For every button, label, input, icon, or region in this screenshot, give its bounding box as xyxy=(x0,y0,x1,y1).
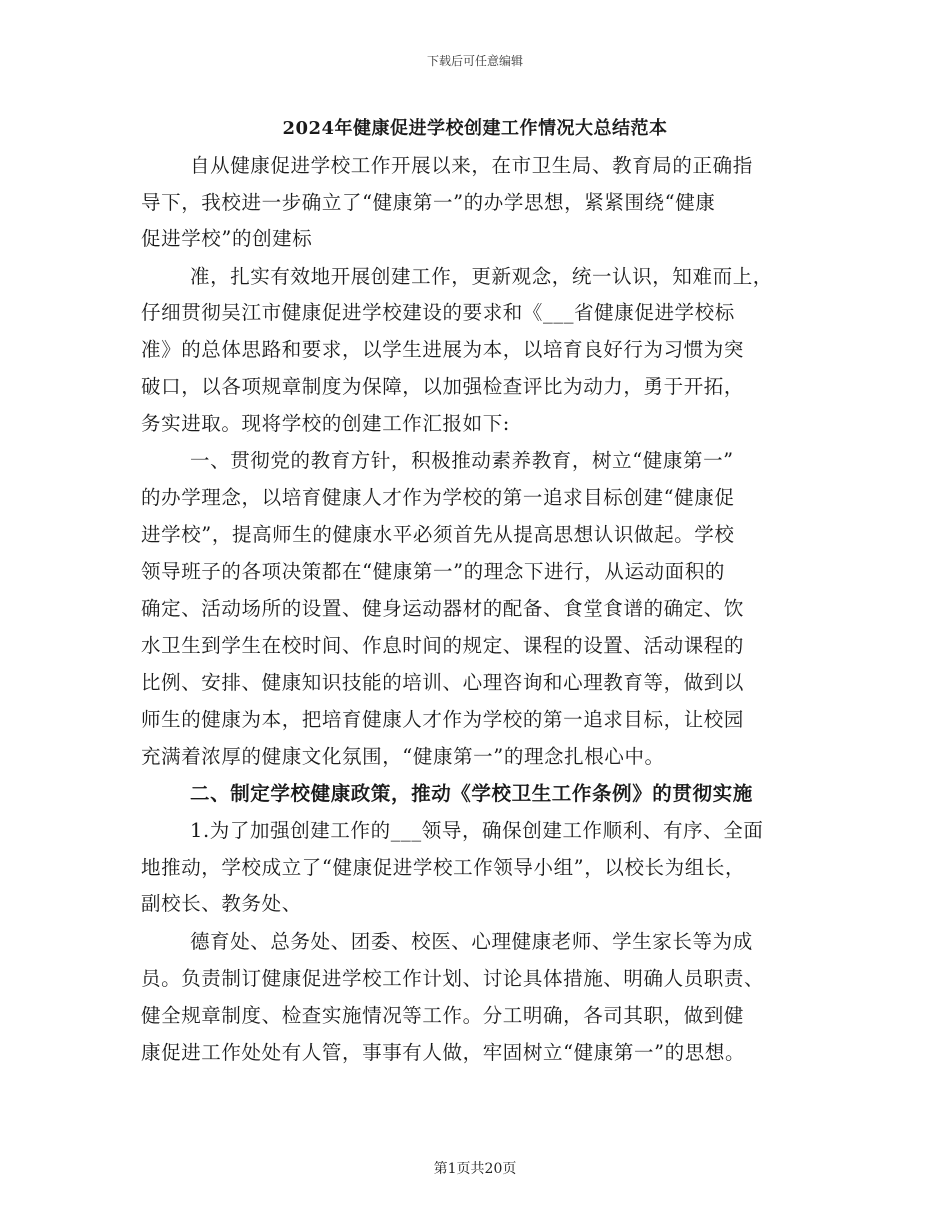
paragraph-line: 导下，我校进一步确立了“健康第一”的办学思想，紧紧围绕“健康 xyxy=(141,191,716,214)
paragraph-line: 康促进工作处处有人管，事事有人做，牢固树立“健康第一”的思想。 xyxy=(141,1041,746,1064)
paragraph-line: 准》的总体思路和要求，以学生进展为本，以培育良好行为习惯为突 xyxy=(141,338,745,361)
paragraph-line: 健全规章制度、检查实施情况等工作。分工明确，各司其职，做到健 xyxy=(141,1004,745,1027)
paragraph-line: 破口，以各项规章制度为保障，以加强检查评比为动力，勇于开拓， xyxy=(141,375,745,398)
paragraph-line: 比例、安排、健康知识技能的培训、心理咨询和心理教育等，做到以 xyxy=(141,671,745,694)
paragraph-line: 确定、活动场所的设置、健身运动器材的配备、食堂食谱的确定、饮 xyxy=(141,597,745,620)
paragraph-line: 仔细贯彻吴江市健康促进学校建设的要求和《___省健康促进学校标 xyxy=(141,301,735,324)
paragraph-line: 准，扎实有效地开展创建工作，更新观念，统一认识，知难而上， xyxy=(190,265,773,288)
section-heading: 二、制定学校健康政策，推动《学校卫生工作条例》的贯彻实施 xyxy=(190,782,753,805)
document-title: 2024年健康促进学校创建工作情况大总结范本 xyxy=(282,118,668,139)
paragraph-line: 促进学校”的创建标 xyxy=(141,227,313,250)
paragraph-line: 务实进取。现将学校的创建工作汇报如下: xyxy=(141,412,510,435)
paragraph-line: 员。负责制订健康促进学校工作计划、讨论具体措施、明确人员职责、 xyxy=(141,967,765,990)
paragraph-line: 德育处、总务处、团委、校医、心理健康老师、学生家长等为成 xyxy=(190,930,753,953)
paragraph-line: 进学校”，提高师生的健康水平必须首先从提高思想认识做起。学校 xyxy=(141,523,735,546)
header-note: 下载后可任意编辑 xyxy=(426,54,523,68)
paragraph-line: 地推动，学校成立了“健康促进学校工作领导小组”，以校长为组长， xyxy=(141,856,746,879)
paragraph-line: 一、贯彻党的教育方针，积极推动素养教育，树立“健康第一” xyxy=(190,449,734,472)
paragraph-line: 水卫生到学生在校时间、作息时间的规定、课程的设置、活动课程的 xyxy=(141,634,745,657)
page-number: 第1页共20页 xyxy=(433,1161,517,1177)
paragraph-line: 副校长、教务处、 xyxy=(141,892,302,915)
paragraph-line: 的办学理念，以培育健康人才作为学校的第一追求目标创建“健康促 xyxy=(141,486,735,509)
paragraph-line: 充满着浓厚的健康文化氛围，“健康第一”的理念扎根心中。 xyxy=(141,745,665,768)
paragraph-line: 师生的健康为本，把培育健康人才作为学校的第一追求目标，让校园 xyxy=(141,708,745,731)
paragraph-line: 自从健康促进学校工作开展以来，在市卫生局、教育局的正确指 xyxy=(190,154,753,177)
paragraph-line: 领导班子的各项决策都在“健康第一”的理念下进行，从运动面积的 xyxy=(141,560,725,583)
paragraph-line: 1.为了加强创建工作的___领导，确保创建工作顺利、有序、全面 xyxy=(190,819,764,842)
